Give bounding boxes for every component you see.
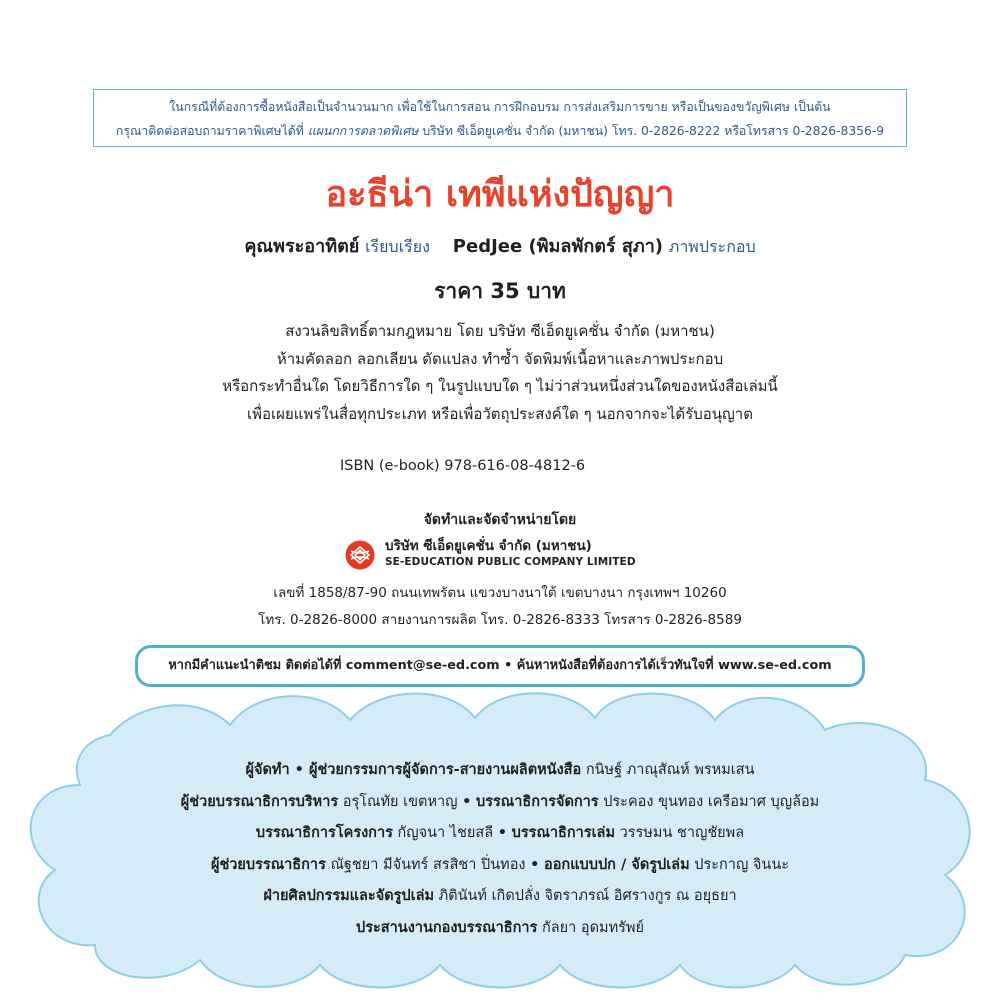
- se-ed-logo-icon: [345, 540, 375, 570]
- staff-role: ผู้ช่วยบรรณาธิการ: [210, 856, 326, 873]
- staff-role: ประสานงานกองบรรณาธิการ: [356, 919, 538, 936]
- staff-names: กัญจนา ไชยสลี: [397, 825, 494, 841]
- staff-line: [0, 755, 1000, 787]
- book-price: ราคา 35 บาท: [434, 279, 566, 303]
- author-name: คุณพระอาทิตย์: [244, 236, 360, 257]
- staff-names: ประกาญ จินนะ: [694, 856, 790, 873]
- staff-role: ออกแบบปก / จัดรูปเล่ม: [544, 856, 690, 873]
- publisher-address: เลขที่ 1858/87-90 ถนนเทพรัตน แขวงบางนาใต้ เขตบางนา กรุงเทพฯ 10260: [273, 585, 727, 601]
- notice-line-1: ในกรณีที่ต้องการซื้อหนังสือเป็นจำนวนมาก เพื่อใช้ในการสอน การฝึกอบรม การส่งเสริมการขาย หรือเป็นของขวัญพิเศษ เป็นต้น: [169, 100, 831, 114]
- book-credits: [0, 232, 1000, 262]
- staff-names: อรุโณทัย เขตหาญ: [342, 793, 458, 810]
- illustrator-name: PedJee (พิมลพักตร์ สุภา): [452, 236, 664, 257]
- staff-names: ภิตินันท์ เกิดปลั่ง จิตราภรณ์ อิศรางกูร ณ อยุธยา: [438, 888, 737, 904]
- staff-names: ประคอง ขุนทอง เครือมาศ บุญล้อม: [603, 793, 820, 810]
- staff-line: บรรณาธิการโครงการ กัญจนา ไชยสลี • บรรณาธิการเล่ม วรรษมน ชาญชัยพล: [255, 825, 745, 841]
- distributor-heading: จัดทำและจัดจำหน่ายโดย: [423, 512, 577, 528]
- staff-line: [0, 913, 1000, 945]
- author-role: เรียบเรียง: [365, 237, 430, 256]
- copyright-line: ห้ามคัดลอก ลอกเลียน ดัดแปลง ทำซ้ำ จัดพิมพ์เนื้อหาและภาพประกอบ: [276, 349, 724, 368]
- staff-role: ผู้ช่วยบรรณาธิการบริหาร: [180, 793, 339, 810]
- illustrator-role: ภาพประกอบ: [668, 237, 756, 256]
- staff-role: บรรณาธิการจัดการ: [476, 793, 599, 810]
- staff-names: กนิษฐ์ ภาณุสัณห์ พรหมเสน: [585, 762, 755, 778]
- staff-role: ฝ่ายศิลปกรรมและจัดรูปเล่ม: [263, 888, 435, 904]
- staff-names: วรรษมน ชาญชัยพล: [619, 825, 745, 841]
- isbn: ISBN (e-book) 978-616-08-4812-6: [340, 458, 586, 474]
- publisher-name-en: SE-EDUCATION PUBLIC COMPANY LIMITED: [385, 556, 636, 568]
- staff-line: ผู้ช่วยบรรณาธิการ ณัฐชยา มีจันทร์ สรสิชา ปิ่นทอง • ออกแบบปก / จัดรูปเล่ม ประกาญ จินนะ: [210, 856, 790, 873]
- staff-names: ณัฐชยา มีจันทร์ สรสิชา ปิ่นทอง: [330, 856, 526, 873]
- staff-role: ผู้จัดทำ • ผู้ช่วยกรรมการผู้จัดการ-สายงานผลิตหนังสือ: [245, 762, 582, 778]
- bulk-order-notice: [93, 89, 907, 147]
- staff-credits: [0, 755, 1000, 944]
- notice-line-2-start: กรุณาติดต่อสอบถามราคาพิเศษได้ที่: [115, 124, 304, 138]
- copyright-line: สงวนลิขสิทธิ์ตามกฎหมาย โดย บริษัท ซีเอ็ดยูเคชั่น จำกัด (มหาชน): [285, 322, 715, 340]
- publisher-name-th: บริษัท ซีเอ็ดยูเคชั่น จำกัด (มหาชน): [385, 538, 592, 554]
- copyright-line: เพื่อเผยแพร่ในสื่อทุกประเภท หรือเพื่อวัตถุประสงค์ใด ๆ นอกจากจะได้รับอนุญาต: [247, 404, 753, 423]
- staff-line: ผู้ช่วยบรรณาธิการบริหาร อรุโณทัย เขตหาญ • บรรณาธิการจัดการ ประคอง ขุนทอง เครือมาศ บุญล้อม: [180, 793, 820, 810]
- special-marketing-dept: แผนกการตลาดพิเศษ: [307, 124, 419, 138]
- contact-bar: หากมีคำแนะนำติชม ติดต่อได้ที่ comment@se-ed.com • ค้นหาหนังสือที่ต้องการได้เร็วทันใจที่ www.se-ed.com: [135, 645, 865, 687]
- book-title: อะธีน่า เทพีแห่งปัญญา: [325, 174, 675, 215]
- publisher-phones: โทร. 0-2826-8000 สายงานการผลิต โทร. 0-2826-8333 โทรสาร 0-2826-8589: [258, 612, 742, 628]
- notice-line-2-end: บริษัท ซีเอ็ดยูเคชั่น จำกัด (มหาชน) โทร. 0-2826-8222 หรือโทรสาร 0-2826-8356-9: [422, 124, 885, 138]
- staff-line: [0, 881, 1000, 913]
- staff-names: กัลยา อุดมทรัพย์: [541, 919, 644, 936]
- copyright-line: หรือกระทำอื่นใด โดยวิธีการใด ๆ ในรูปแบบใด ๆ ไม่ว่าส่วนหนึ่งส่วนใดของหนังสือเล่มนี้: [222, 377, 778, 395]
- copyright-notice: [0, 318, 1000, 428]
- staff-role: บรรณาธิการเล่ม: [511, 825, 616, 841]
- publisher-address-block: [0, 580, 1000, 634]
- notice-line-2: [100, 119, 900, 143]
- staff-role: บรรณาธิการโครงการ: [255, 825, 393, 841]
- publisher-logo: [345, 538, 685, 572]
